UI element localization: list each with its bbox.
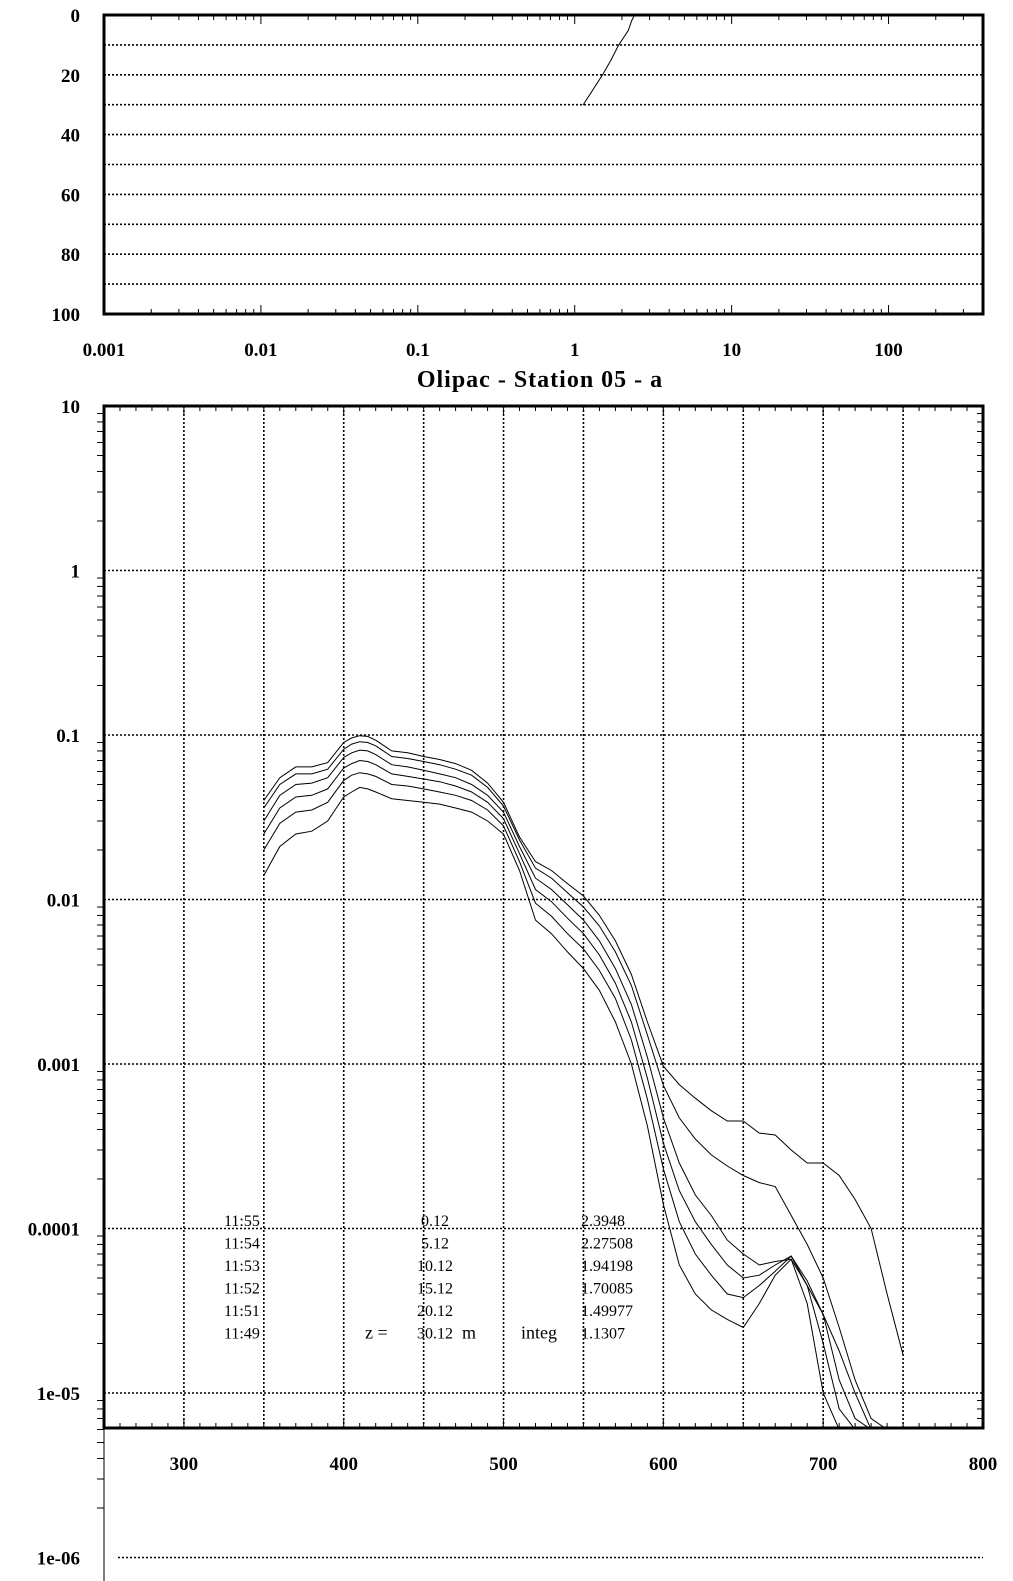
spectrum-x-tick-label: 800: [968, 1454, 998, 1475]
legend-integ-value: 1.94198: [581, 1258, 633, 1275]
spectrum-y-tick-label: 0.001: [37, 1055, 80, 1076]
spectrum-tick-marks: [97, 406, 983, 1581]
depth-profile-line-0: [583, 15, 634, 105]
spectrum-legend: [224, 1213, 633, 1343]
depth-profile-chart: [52, 6, 984, 361]
legend-depth: 5.12: [421, 1235, 449, 1253]
spectrum-x-tick-label: 400: [329, 1454, 358, 1475]
legend-integ-value: 2.27508: [581, 1235, 633, 1253]
depth-y-tick-label: 40: [61, 125, 80, 147]
depth-profile-tick-labels: [52, 6, 903, 361]
depth-y-tick-label: 20: [61, 65, 80, 87]
legend-time: 11:49: [224, 1325, 260, 1343]
legend-time: 11:52: [224, 1280, 260, 1298]
legend-integ-value: 2.3948: [581, 1213, 625, 1230]
legend-integ-value: 1.70085: [581, 1280, 633, 1298]
spectrum-y-tick-label: 1: [70, 561, 80, 583]
depth-x-tick-label: 100: [874, 340, 903, 361]
spectrum-y-tick-label: 0.1: [56, 726, 80, 747]
depth-x-tick-label: 0.001: [82, 340, 126, 361]
depth-x-tick-label: 0.01: [244, 340, 278, 361]
legend-depth: 10.12: [417, 1258, 453, 1275]
legend-unit: m: [462, 1322, 477, 1343]
depth-x-tick-label: 0.1: [405, 340, 430, 361]
depth-y-tick-label: 60: [61, 185, 80, 207]
depth-x-tick-label: 1: [569, 340, 580, 361]
spectrum-x-tick-label: 600: [649, 1454, 678, 1475]
legend-time: 11:55: [224, 1213, 260, 1230]
depth-profile-tick-marks: [104, 15, 983, 314]
legend-depth: 0.12: [421, 1213, 449, 1230]
legend-integ-value: 1.49977: [581, 1303, 633, 1320]
spectrum-y-tick-label: 0.01: [46, 890, 80, 912]
depth-y-tick-label: 100: [51, 305, 80, 326]
legend-time: 11:53: [224, 1258, 260, 1275]
spectrum-y-tick-label: 1e-06: [36, 1548, 80, 1570]
legend-depth: 20.12: [417, 1303, 453, 1320]
spectrum-y-tick-label: 10: [61, 397, 80, 418]
spectrum-x-tick-label: 300: [169, 1454, 199, 1475]
legend-z-label: z =: [365, 1322, 388, 1343]
depth-y-tick-label: 0: [70, 6, 80, 27]
legend-time: 11:51: [224, 1303, 260, 1320]
spectrum-chart: [28, 397, 998, 1581]
depth-y-tick-label: 80: [61, 245, 80, 267]
spectrum-x-tick-label: 700: [808, 1454, 838, 1475]
legend-time: 11:54: [224, 1235, 260, 1253]
depth-profile-frame: [104, 15, 983, 314]
depth-x-tick-label: 10: [722, 340, 742, 361]
chart-title: Olipac - Station 05 - a: [416, 367, 664, 393]
spectrum-y-tick-label: 0.0001: [27, 1219, 80, 1241]
legend-integ-value: 1.1307: [581, 1325, 625, 1343]
spectrum-y-tick-label: 1e-05: [36, 1384, 80, 1405]
spectrum-x-tick-label: 500: [489, 1454, 518, 1475]
legend-depth: 30.12: [417, 1325, 453, 1343]
depth-profile-gridlines: [104, 45, 983, 284]
legend-integ-label: integ: [521, 1322, 557, 1343]
depth-profile-series: [583, 15, 634, 105]
legend-depth: 15.12: [417, 1280, 453, 1298]
